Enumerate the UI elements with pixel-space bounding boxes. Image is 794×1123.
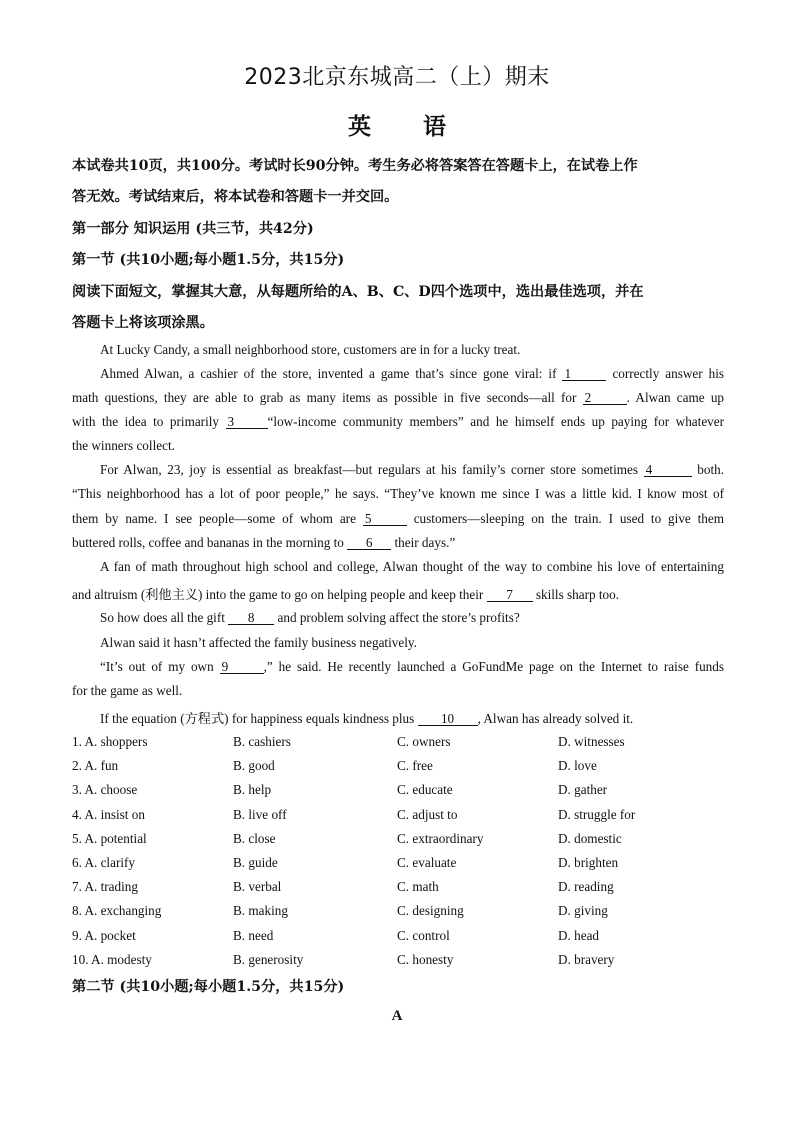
option-9-c[interactable]: C. control	[397, 927, 450, 943]
option-10-d[interactable]: D. bravery	[558, 951, 615, 967]
option-3-c[interactable]: C. educate	[397, 782, 453, 798]
blank-2: 2	[583, 391, 627, 405]
blank-3: 3	[226, 415, 268, 429]
blank-6: 6	[347, 536, 391, 550]
blank-4: 4	[644, 463, 692, 477]
blank-1: 1	[562, 367, 606, 381]
option-9-b[interactable]: B. need	[233, 927, 274, 943]
subject-heading	[0, 108, 794, 141]
option-6-a[interactable]: 6. A. clarify	[72, 855, 135, 870]
option-2-a[interactable]: 2. A. fun	[72, 758, 119, 774]
option-5-b[interactable]: B. close	[233, 830, 276, 846]
option-10-c[interactable]: C. honesty	[397, 951, 454, 967]
option-6-c[interactable]: C. evaluate	[397, 855, 457, 870]
option-10-a[interactable]: 10. A. modesty	[72, 951, 152, 967]
option-4-c[interactable]: C. adjust to	[397, 806, 458, 822]
option-6-d[interactable]: D. brighten	[558, 855, 619, 870]
option-4-a[interactable]: 4. A. insist on	[72, 806, 145, 822]
option-2-b[interactable]: B. good	[233, 758, 275, 774]
option-9-a[interactable]: 9. A. pocket	[72, 927, 136, 943]
option-1-b[interactable]: B. cashiers	[233, 734, 291, 749]
option-4-d[interactable]: D. struggle for	[558, 806, 636, 822]
passage-a-label: A	[391, 1008, 403, 1024]
section1-heading: 第一节 (共10小题;每小题1.5分，共15分)	[72, 252, 345, 268]
option-9-d[interactable]: D. head	[558, 927, 600, 943]
passage-line: buttered rolls, coffee and bananas in the morning to 6 their days.”	[72, 535, 456, 550]
directions-line-2: 答题卡上将该项涂黑。	[72, 315, 214, 331]
passage-line: A fan of math throughout high school and college, Alwan thought of the way to combine his love of entertaining	[100, 559, 724, 574]
option-4-b[interactable]: B. live off	[233, 806, 287, 822]
blank-5: 5	[363, 512, 407, 526]
option-5-d[interactable]: D. domestic	[558, 830, 622, 846]
exam-title: 2023北京东城高二（上）期末	[244, 65, 550, 90]
blank-7: 7	[487, 588, 533, 602]
instructions-line-1: 本试卷共10页，共100分。考试时长90分钟。考生务必将答案答在答题卡上，在试卷上作	[72, 158, 638, 174]
option-7-b[interactable]: B. verbal	[233, 879, 282, 895]
part1-heading: 第一部分 知识运用 (共三节，共42分)	[72, 221, 314, 237]
option-1-c[interactable]: C. owners	[397, 734, 451, 749]
option-3-a[interactable]: 3. A. choose	[72, 782, 138, 798]
option-5-a[interactable]: 5. A. potential	[72, 830, 147, 846]
passage-line: with the idea to primarily 3 “low-income community members” and he himself ends up paying for whatever	[72, 414, 725, 429]
passage-line: Ahmed Alwan, a cashier of the store, invented a game that’s since gone viral: if 1 correctly answer his	[100, 366, 725, 381]
instructions-line-2: 答无效。考试结束后，将本试卷和答题卡一并交回。	[72, 189, 399, 205]
option-8-a[interactable]: 8. A. exchanging	[72, 903, 162, 919]
blank-9: 9	[220, 660, 264, 674]
option-7-a[interactable]: 7. A. trading	[72, 879, 138, 895]
blank-10: 10	[418, 712, 478, 726]
option-6-b[interactable]: B. guide	[233, 855, 278, 870]
passage-line: them by name. I see people—some of whom are 5 customers—sleeping on the train. I used to give them	[72, 511, 725, 526]
option-1-a[interactable]: 1. A. shoppers	[72, 734, 148, 749]
directions-line-1: 阅读下面短文，掌握其大意，从每题所给的A、B、C、D四个选项中，选出最佳选项，并在	[72, 284, 644, 300]
passage-line: for the game as well.	[72, 683, 183, 698]
option-2-c[interactable]: C. free	[397, 758, 433, 774]
passage-line: “This neighborhood has a lot of poor people,” he says. “They’ve known me since I was a little kid. I know most of	[72, 486, 724, 501]
option-8-d[interactable]: D. giving	[558, 903, 608, 919]
passage-line: Alwan said it hasn’t affected the family business negatively.	[100, 635, 417, 650]
passage-paragraph-1: At Lucky Candy, a small neighborhood store, customers are in for a lucky treat.	[100, 342, 521, 357]
option-3-b[interactable]: B. help	[233, 782, 272, 798]
blank-8: 8	[228, 611, 274, 625]
option-8-b[interactable]: B. making	[233, 903, 288, 919]
passage-line: For Alwan, 23, joy is essential as breakfast—but regulars at his family’s corner store sometimes 4 both.	[100, 462, 724, 477]
subject-char-1: 英	[348, 114, 371, 140]
option-7-d[interactable]: D. reading	[558, 879, 614, 895]
passage-line: “It’s out of my own 9 ,” he said. He recently launched a GoFundMe page on the Internet to raise funds	[100, 659, 725, 674]
option-7-c[interactable]: C. math	[397, 879, 439, 895]
passage-line: If the equation (方程式) for happiness equals kindness plus 10 , Alwan has already solved it.	[100, 711, 634, 726]
passage-line: So how does all the gift 8 and problem solving affect the store’s profits?	[100, 610, 520, 625]
option-8-c[interactable]: C. designing	[397, 903, 464, 919]
option-3-d[interactable]: D. gather	[558, 782, 608, 798]
option-2-d[interactable]: D. love	[558, 758, 597, 774]
option-1-d[interactable]: D. witnesses	[558, 734, 625, 749]
option-10-b[interactable]: B. generosity	[233, 951, 304, 967]
subject-char-2: 语	[423, 114, 446, 140]
option-5-c[interactable]: C. extraordinary	[397, 830, 484, 846]
passage-line: and altruism (利他主义) into the game to go on helping people and keep their 7 skills sharp too.	[72, 587, 620, 602]
section2-heading: 第二节 (共10小题;每小题1.5分，共15分)	[72, 979, 345, 995]
passage-line: math questions, they are able to grab as many items as possible in five seconds—all for 2 . Alwan came up	[72, 390, 725, 405]
passage-line: the winners collect.	[72, 438, 175, 453]
